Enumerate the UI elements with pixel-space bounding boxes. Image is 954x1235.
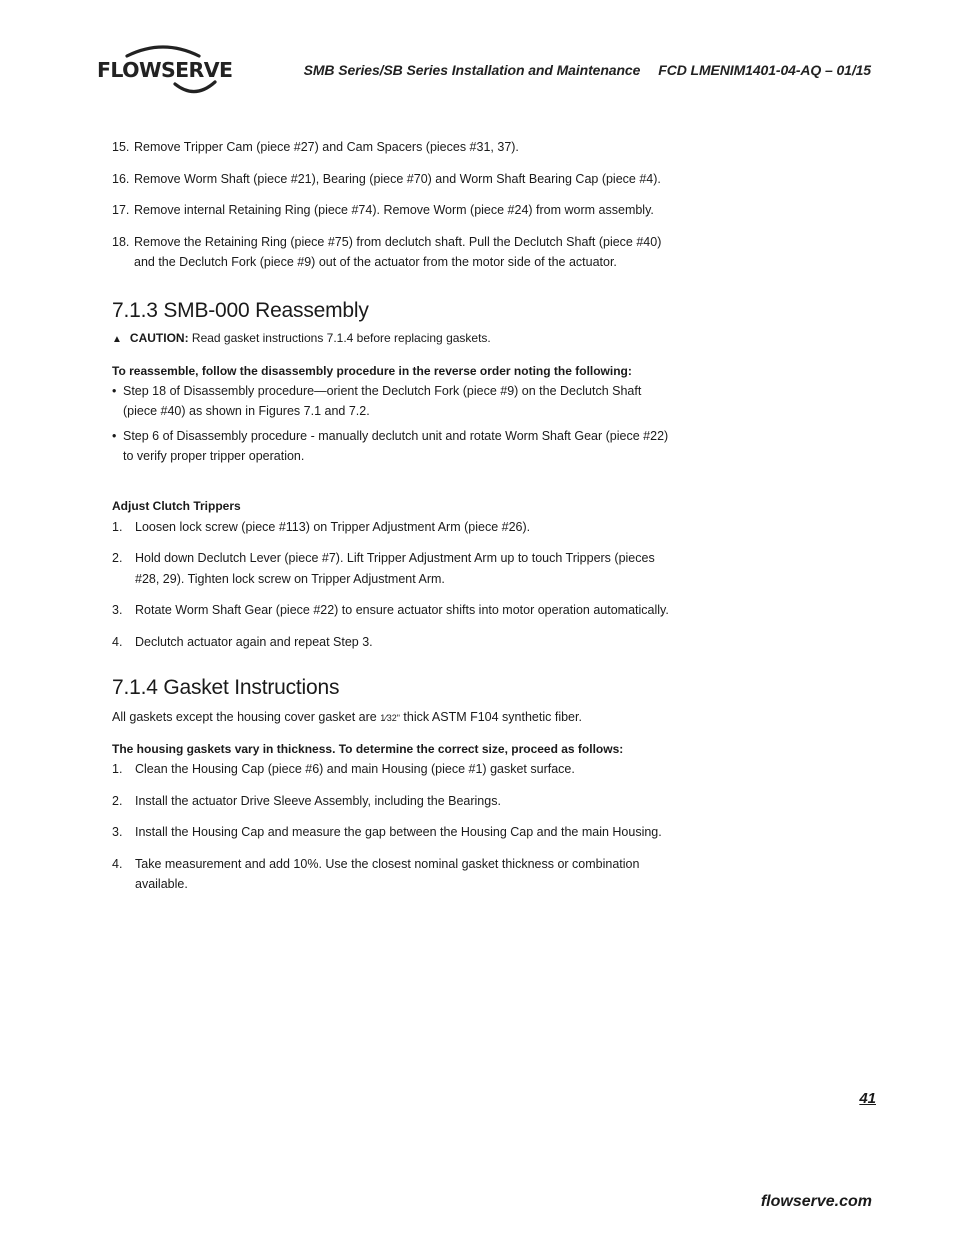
clutch-steps-list (112, 517, 672, 653)
list-item: 3. Install the Housing Cap and measure the gap between the Housing Cap and the main Housing. (112, 825, 662, 839)
list-item: 2. Install the actuator Drive Sleeve Assembly, including the Bearings. (112, 793, 501, 808)
list-item: 1. Loosen lock screw (piece #113) on Tripper Adjustment Arm (piece #26). (112, 519, 531, 534)
list-item: • Step 6 of Disassembly procedure - manually declutch unit and rotate Worm Shaft Gear (piece #22) to verify proper tripper operation. (112, 428, 669, 463)
footer-url[interactable]: flowserve.com (760, 1193, 872, 1210)
document-title: SMB Series/SB Series Installation and Maintenance (303, 62, 641, 78)
fraction: 1⁄32" (380, 713, 400, 723)
list-item: 3. Rotate Worm Shaft Gear (piece #22) to ensure actuator shifts into motor operation automatically. (112, 603, 669, 617)
document-code: FCD LMENIM1401-04-AQ – 01/15 (658, 62, 871, 78)
caution-label: CAUTION: (129, 330, 189, 345)
caution-note (112, 329, 672, 349)
logo-wordmark: FLOWSERVE (97, 58, 233, 82)
list-item: 4. Declutch actuator again and repeat Step 3. (112, 634, 373, 649)
list-item: • Step 18 of Disassembly procedure—orient the Declutch Fork (piece #9) on the Declutch Shaft (piece #40) as shown in Figures 7.1 and 7.2. (112, 383, 642, 418)
list-item: 2. Hold down Declutch Lever (piece #7). Lift Tripper Adjustment Arm up to touch Trippers (pieces #28, 29). Tighten lock screw on Tripper Adjustment Arm. (112, 551, 655, 586)
gasket-paragraph: All gaskets except the housing cover gasket are 1⁄32" thick ASTM F104 synthetic fiber. (112, 710, 582, 724)
gasket-heading: 7.1.4 Gasket Instructions (112, 676, 340, 699)
list-item: 15. Remove Tripper Cam (piece #27) and Cam Spacers (pieces #31, 37). (112, 140, 519, 154)
reassembly-heading: 7.1.3 SMB-000 Reassembly (112, 298, 369, 322)
caution-text: Read gasket instructions 7.1.4 before replacing gaskets. (188, 330, 491, 345)
reassembly-intro: To reassemble, follow the disassembly procedure in the reverse order noting the following: (112, 363, 632, 378)
list-item: 4. Take measurement and add 10%. Use the closest nominal gasket thickness or combination available. (112, 856, 640, 891)
clutch-trippers-heading: Adjust Clutch Trippers (112, 498, 241, 513)
disassembly-steps-list (112, 137, 672, 273)
document-header (304, 62, 871, 78)
gasket-steps-list (112, 759, 672, 895)
list-item: 16. Remove Worm Shaft (piece #21), Bearing (piece #70) and Worm Shaft Bearing Cap (piece #4). (112, 171, 661, 186)
list-item: 17. Remove internal Retaining Ring (piece #74). Remove Worm (piece #24) from worm assembly. (112, 203, 654, 217)
page-content (112, 137, 672, 906)
warning-triangle-icon: ▲ (112, 333, 122, 345)
flowserve-logo (97, 40, 237, 96)
page-number: 41 (859, 1090, 876, 1107)
list-item: 1. Clean the Housing Cap (piece #6) and main Housing (piece #1) gasket surface. (112, 762, 575, 776)
gasket-intro: The housing gaskets vary in thickness. To determine the correct size, proceed as follows: (112, 742, 624, 756)
list-item: 18. Remove the Retaining Ring (piece #75) from declutch shaft. Pull the Declutch Shaft (piece #40) and the Declutch Fork (piece #9) out of the actuator from the motor side of the actuator. (112, 234, 662, 269)
